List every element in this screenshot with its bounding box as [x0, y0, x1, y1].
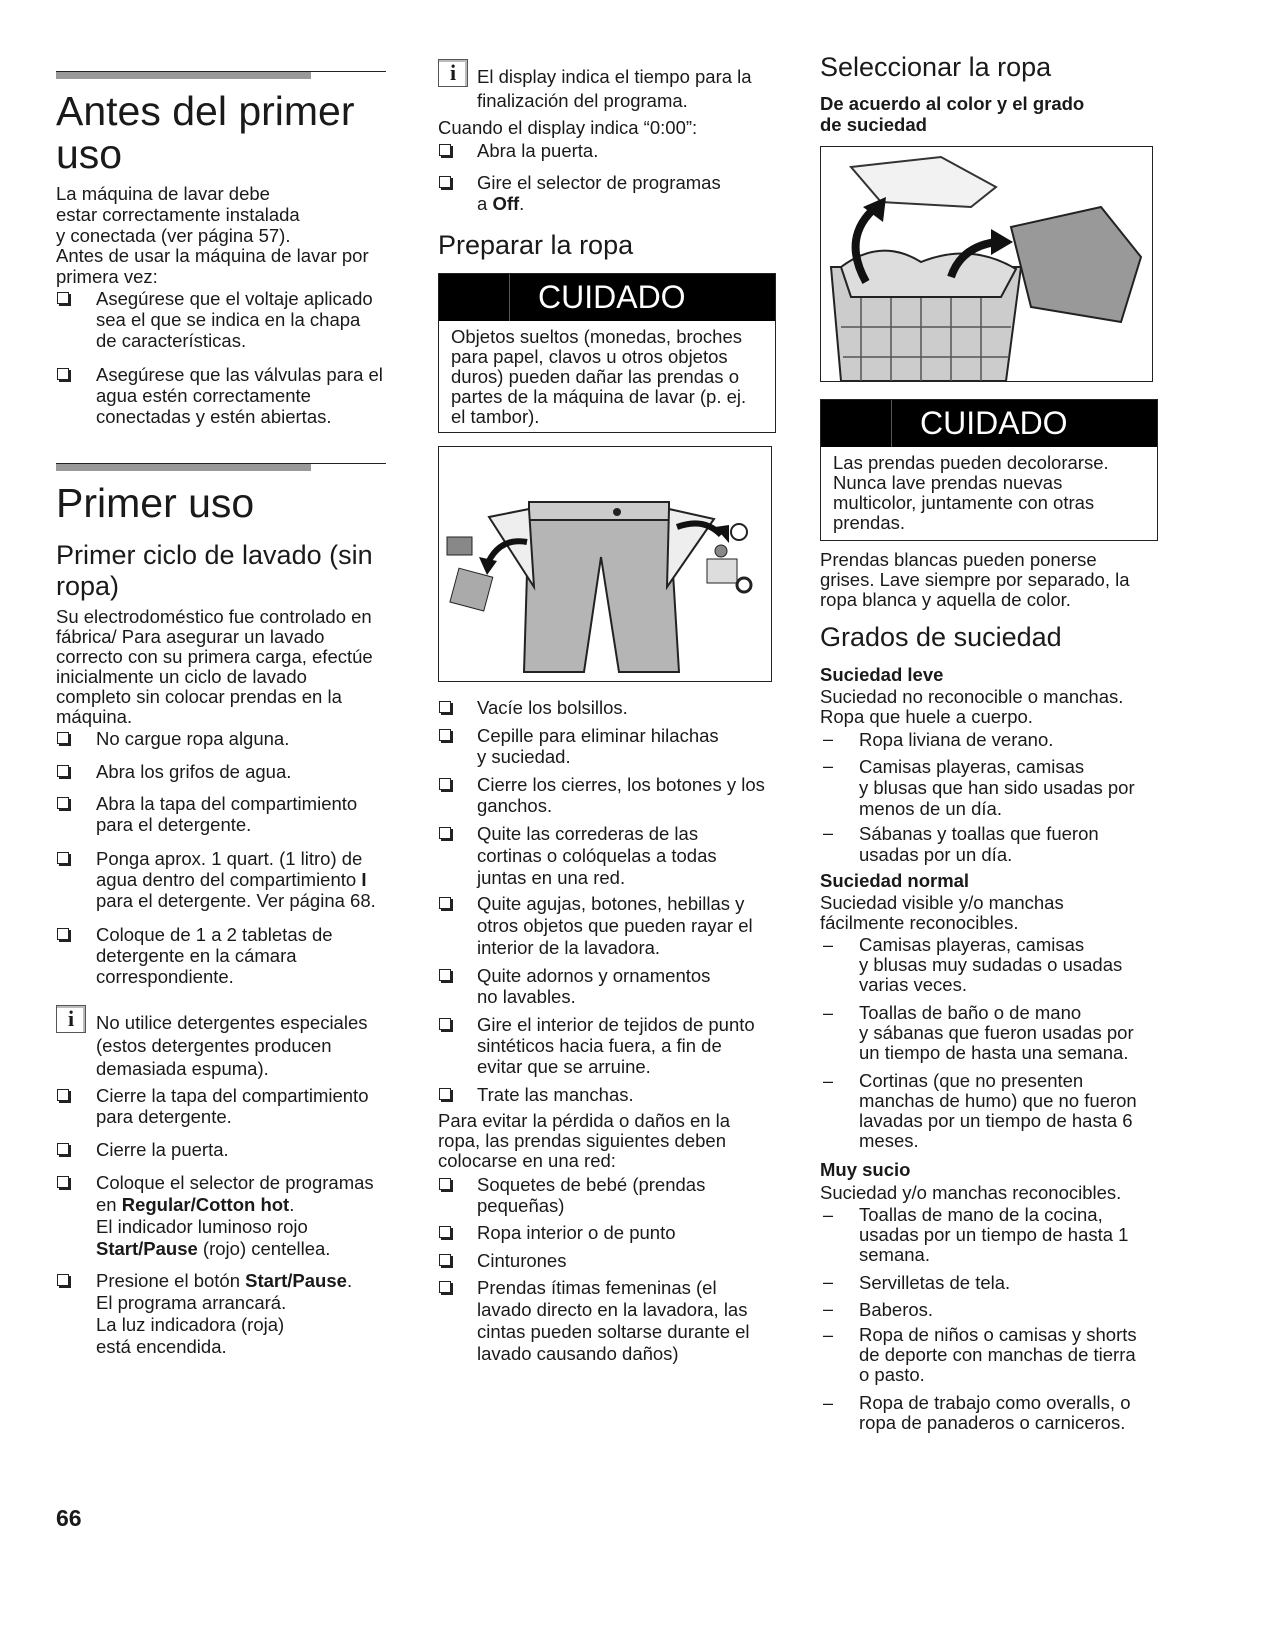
dash-bullet: –: [823, 1003, 834, 1023]
checkbox-icon: [439, 1088, 451, 1100]
caution-title: CUIDADO: [509, 274, 686, 321]
checkbox-icon: [439, 1018, 451, 1030]
checkbox-icon: [57, 732, 69, 744]
paragraph: La máquina de lavar debe estar correctamente instalada y conectada (ver página 57).: [56, 183, 300, 246]
check-item: Soquetes de bebé (prendas pequeñas): [477, 1174, 706, 1216]
info-note: No utilice detergentes especiales (estos detergentes producen demasiada espuma).: [96, 1012, 368, 1079]
checkbox-icon: [439, 144, 451, 156]
check-item: No cargue ropa alguna.: [96, 728, 290, 749]
paragraph: Suciedad no reconocible o manchas. Ropa que huele a cuerpo.: [820, 686, 1124, 727]
check-item: Cinturones: [477, 1250, 567, 1271]
checkbox-icon: [57, 292, 69, 304]
list-item: Ropa liviana de verano.: [859, 729, 1054, 750]
dash-bullet: –: [823, 756, 834, 776]
caution-box: [438, 273, 776, 433]
check-item-start: [96, 1270, 396, 1358]
check-item-selector: [96, 1172, 396, 1260]
checkbox-icon: [57, 1176, 69, 1188]
checkbox-icon: [57, 1274, 69, 1286]
checkbox-icon: [439, 827, 451, 839]
list-item: Servilletas de tela.: [859, 1272, 1011, 1293]
checkbox-icon: [439, 1281, 451, 1293]
dash-bullet: –: [823, 1272, 834, 1292]
subheading-color: De acuerdo al color y el grado de suciedad: [820, 93, 1085, 135]
off-label: Off: [492, 193, 520, 214]
checkbox-icon: [439, 1226, 451, 1238]
checkbox-icon: [439, 1254, 451, 1266]
heading-antes-del-primer-uso: Antes del primer uso: [56, 88, 355, 177]
dash-bullet: –: [823, 1299, 834, 1319]
text: (rojo) centellea.: [197, 1238, 331, 1259]
check-item: Quite adornos y ornamentos no lavables.: [477, 965, 711, 1007]
check-item-water: [96, 848, 396, 911]
caution-box: [820, 399, 1158, 541]
subheading-muy-sucio: Muy sucio: [820, 1159, 911, 1180]
checkbox-icon: [57, 1089, 69, 1101]
heading-preparar-la-ropa: Preparar la ropa: [438, 230, 634, 260]
checkbox-icon: [57, 368, 69, 380]
list-item: Ropa de trabajo como overalls, o ropa de panaderos o carniceros.: [859, 1392, 1131, 1433]
checkbox-icon: [439, 176, 451, 188]
check-item: Vacíe los bolsillos.: [477, 697, 628, 718]
compartment-label: I: [361, 869, 367, 890]
list-item: Camisas playeras, camisas y blusas que han sido usadas por menos de un día.: [859, 756, 1135, 819]
paragraph: Para evitar la pérdida o daños en la ropa, las prendas siguientes deben colocarse en una red:: [438, 1110, 731, 1171]
check-item: Quite agujas, botones, hebillas y otros objetos que pueden rayar el interior de la lavadora.: [477, 893, 753, 958]
checkbox-icon: [439, 701, 451, 713]
paragraph: Cuando el display indica “0:00”:: [438, 117, 698, 138]
check-item: Quite las correderas de las cortinas o colóquelas a todas juntas en una red.: [477, 823, 717, 888]
check-item: Abra la puerta.: [477, 140, 599, 161]
text: para el detergente. Ver página 68.: [96, 890, 376, 911]
dash-bullet: –: [823, 1325, 834, 1345]
text: . El indicador luminoso rojo: [96, 1194, 308, 1237]
dash-bullet: –: [823, 1393, 834, 1413]
info-icon: i: [56, 1005, 86, 1033]
list-item: Sábanas y toallas que fueron usadas por un día.: [859, 823, 1099, 865]
text: Ponga aprox. 1 quart. (1 litro) de agua dentro del compartimiento: [96, 848, 363, 890]
checkbox-icon: [57, 797, 69, 809]
caution-text: Objetos sueltos (monedas, broches para papel, clavos u otros objetos duros) pueden dañar las prendas o partes de la máquina de lavar (p. ej. el tambor).: [451, 326, 747, 427]
text: .: [519, 193, 525, 214]
heading-seleccionar-la-ropa: Seleccionar la ropa: [820, 52, 1052, 82]
check-item: Cepille para eliminar hilachas y suciedad.: [477, 725, 719, 767]
subheading-suciedad-normal: Suciedad normal: [820, 870, 970, 891]
checkbox-icon: [439, 1178, 451, 1190]
paragraph: Su electrodoméstico fue controlado en fábrica/ Para asegurar un lavado correcto con su primera carga, efectúe inicialmente un ciclo de lavado completo sin colocar prendas en la máquina.: [56, 606, 373, 727]
check-item: Cierre la tapa del compartimiento para detergente.: [96, 1085, 369, 1127]
checkbox-icon: [57, 852, 69, 864]
info-icon: i: [438, 59, 468, 87]
check-item: Prendas ítimas femeninas (el lavado directo en la lavadora, las cintas pueden soltarse durante el lavado causando daños): [477, 1277, 750, 1364]
section-rule: [56, 463, 386, 473]
program-name: Regular/Cotton hot: [121, 1194, 290, 1215]
subheading-primer-ciclo: Primer ciclo de lavado (sin ropa): [56, 540, 373, 601]
check-item: Trate las manchas.: [477, 1084, 634, 1105]
paragraph: Suciedad y/o manchas reconocibles.: [820, 1182, 1122, 1203]
text: Coloque el selector de programas en: [96, 1172, 374, 1215]
list-item: Toallas de mano de la cocina, usadas por un tiempo de hasta 1 semana.: [859, 1204, 1129, 1265]
check-item: Coloque de 1 a 2 tabletas de detergente en la cámara correspondiente.: [96, 924, 333, 987]
page-number: 66: [56, 1505, 82, 1531]
check-item: Cierre la puerta.: [96, 1139, 229, 1160]
dash-bullet: –: [823, 823, 834, 843]
checkbox-icon: [439, 729, 451, 741]
text: Presione el botón: [96, 1270, 246, 1291]
dash-bullet: –: [823, 729, 834, 749]
list-item: Baberos.: [859, 1299, 934, 1320]
list-item: Cortinas (que no presenten manchas de humo) que no fueron lavadas por un tiempo de hasta 6 meses.: [859, 1070, 1137, 1151]
list-item: Ropa de niños o camisas y shorts de deporte con manchas de tierra o pasto.: [859, 1324, 1137, 1385]
check-item: Asegúrese que el voltaje aplicado sea el que se indica en la chapa de características.: [96, 288, 373, 351]
check-item: Gire el interior de tejidos de punto sintéticos hacia fuera, a fin de evitar que se arruine.: [477, 1014, 755, 1077]
button-name: Start/Pause: [245, 1270, 347, 1291]
check-item: Abra los grifos de agua.: [96, 761, 292, 782]
dash-bullet: –: [823, 1071, 834, 1091]
paragraph: Prendas blancas pueden ponerse grises. Lave siempre por separado, la ropa blanca y aquella de color.: [820, 549, 1130, 610]
check-item: Cierre los cierres, los botones y los ganchos.: [477, 774, 765, 816]
text: Gire el selector de programas a: [477, 172, 721, 214]
caution-title: CUIDADO: [891, 400, 1068, 447]
checkbox-icon: [57, 928, 69, 940]
list-item: Camisas playeras, camisas y blusas muy sudadas o usadas varias veces.: [859, 934, 1123, 995]
checkbox-icon: [439, 778, 451, 790]
subheading-suciedad-leve: Suciedad leve: [820, 664, 944, 685]
illustration-sorting-laundry: [820, 146, 1153, 382]
check-item: Asegúrese que las válvulas para el agua estén correctamente conectadas y estén abiertas.: [96, 364, 383, 427]
info-note: El display indica el tiempo para la finalización del programa.: [477, 66, 752, 111]
paragraph: Antes de usar la máquina de lavar por primera vez:: [56, 245, 369, 287]
caution-header: [439, 274, 775, 321]
illustration-empty-pockets: [438, 446, 772, 682]
paragraph: Suciedad visible y/o manchas fácilmente reconocibles.: [820, 892, 1064, 933]
caution-header: [821, 400, 1157, 447]
checkbox-icon: [57, 765, 69, 777]
checkbox-icon: [439, 969, 451, 981]
heading-primer-uso: Primer uso: [56, 480, 255, 526]
dash-bullet: –: [823, 935, 834, 955]
section-rule: [56, 71, 386, 81]
checkbox-icon: [57, 1143, 69, 1155]
list-item: Toallas de baño o de mano y sábanas que fueron usadas por un tiempo de hasta una semana.: [859, 1002, 1134, 1063]
text: . El programa arrancará. La luz indicadora (roja) está encendida.: [96, 1270, 353, 1357]
check-item: Ropa interior o de punto: [477, 1222, 676, 1243]
checkbox-icon: [439, 897, 451, 909]
dash-bullet: –: [823, 1205, 834, 1225]
check-item: Abra la tapa del compartimiento para el detergente.: [96, 793, 358, 835]
check-item-off: [477, 172, 782, 214]
heading-grados-de-suciedad: Grados de suciedad: [820, 622, 1062, 652]
button-name: Start/Pause: [96, 1238, 198, 1259]
caution-text: Las prendas pueden decolorarse. Nunca lave prendas nuevas multicolor, juntamente con otras prendas.: [833, 452, 1109, 533]
